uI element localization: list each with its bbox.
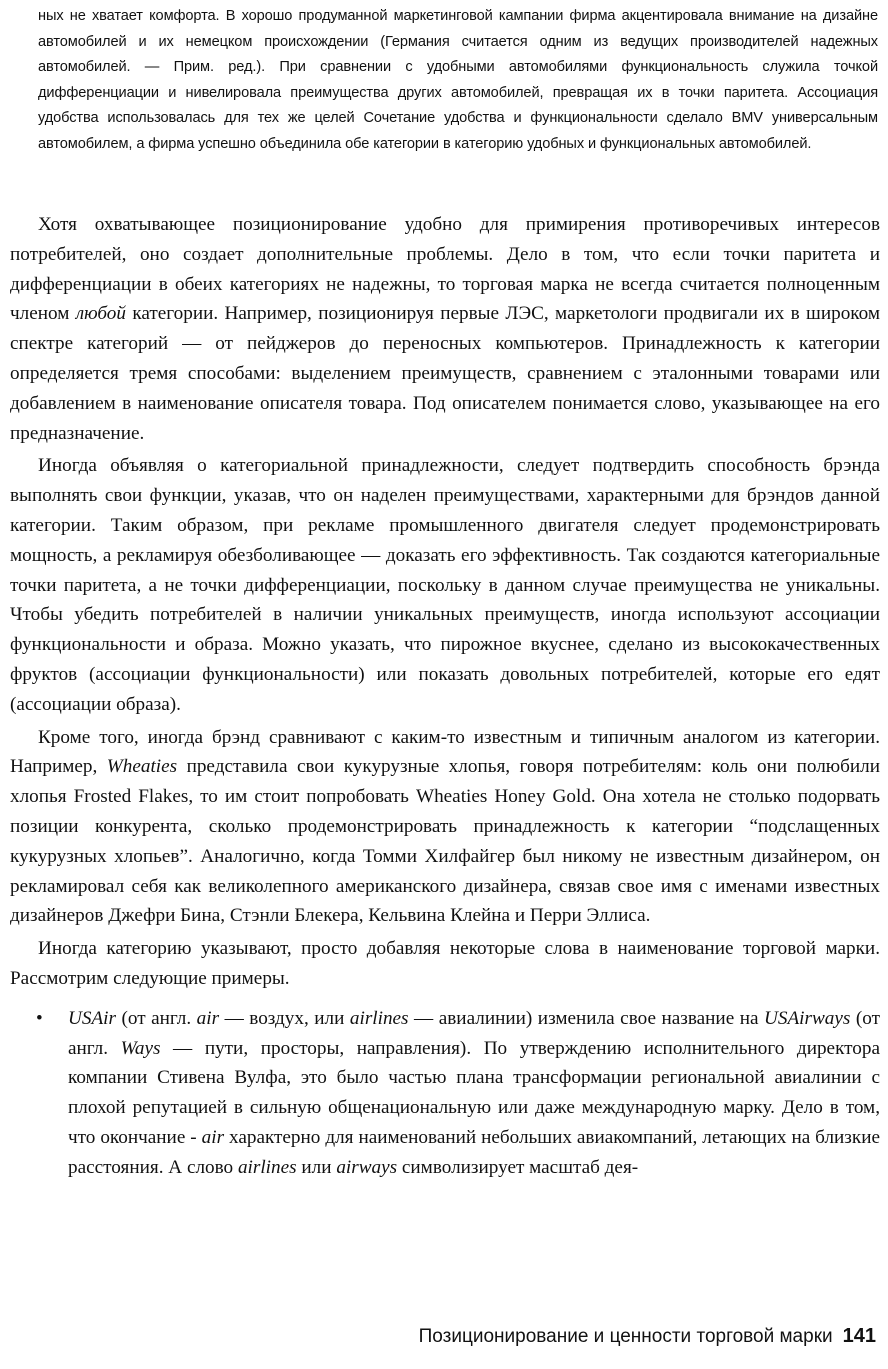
page-footer: [419, 1325, 876, 1348]
bullet-text-16: символизирует масштаб дея-: [397, 1156, 639, 1178]
paragraph-1-part-b: категории. Например, позиционируя первые ЛЭС, маркетологи продвигали их в широком спектре категорий — от пейджеров до переносных компьютеров. Принадлежность к категории определяется тремя способами: выделением преимуществ, сравнением с эталонными товарами или добавлением в наименование описателя товара. Под описателем понимается слово, указывающее на его предназначение.: [10, 303, 881, 444]
sidebar-box-text: [38, 4, 878, 157]
paragraph-2: Иногда объявляя о категориальной принадлежности, следует подтвердить способность брэнда выполнять свои функции, указав, что он наделен преимуществами, характерными для брэндов данной категории. Таким образом, при рекламе промышленного двигателя следует продемонстрировать мощность, а рекламируя обезболивающее — доказать его эффективность. Так создаются категориальные точки паритета, а не точки дифференциации, поскольку в данном случае преимущества не уникальны. Чтобы убедить потребителей в наличии уникальных преимуществ, иногда используют ассоциации функциональности и образа. Можно указать, что пирожное вкуснее, сделано из высококачественных фруктов (ассоциации функциональности) или показать довольных потребителей, которые его едят (ассоциации образа).: [10, 455, 880, 715]
paragraph-3: [10, 723, 880, 932]
bullet-text-8: (от англ.: [68, 1007, 880, 1059]
list-item: [10, 1004, 880, 1183]
paragraph-3-emphasis: Wheaties: [106, 756, 178, 778]
paragraph-1: [10, 210, 880, 448]
bullet-list: [10, 1004, 880, 1183]
bullet-text-6: — авиалинии) изменила свое название на: [408, 1007, 765, 1029]
bullet-text-14: или: [296, 1156, 337, 1178]
box-paragraph: ных не хватает комфорта. В хорошо продуманной маркетинговой кампании фирма акцентировала внимание на дизайне автомобилей и их немецком происхождении (Германия считается одним из ведущих производителей надежных автомобилей. — Прим. ред.). При сравнении с удобными автомобилями функциональность служила точкой дифференциации и нивелировала преимущества других автомобилей, превращая их в точки паритета. Ассоциация удобства использовалась для тех же целей Сочетание удобства и функциональности сделало BMV универсальным автомобилем, а фирма успешно объединила обе категории в категорию удобных и функциональных автомобилей.: [38, 8, 878, 152]
bullet-text-7: USAirways: [764, 1007, 851, 1029]
bullet-text-3: air: [196, 1007, 220, 1029]
page-number: 141: [842, 1325, 876, 1347]
bullet-text-12: характерно для наименований небольших авиакомпаний, летающих на близкие расстояния. А слово: [68, 1126, 880, 1178]
bullet-text-11: air: [201, 1126, 225, 1148]
bullet-marker: •: [36, 1007, 43, 1029]
bullet-text-15: airways: [336, 1156, 398, 1178]
bullet-text-13: airlines: [237, 1156, 297, 1178]
bullet-text-1: USAir: [68, 1007, 116, 1029]
paragraph-4: Иногда категорию указывают, просто добавляя некоторые слова в наименование торговой марки. Рассмотрим следующие примеры.: [10, 938, 880, 989]
main-text: [10, 210, 880, 1183]
paragraph-1-emphasis: любой: [75, 303, 126, 325]
paragraph-3-part-b: представила свои кукурузные хлопья, говоря потребителям: коль они полюбили хлопья Frosted Flakes, то им стоит попробовать Wheaties Honey Gold. Она хотела не столько подорвать позиции конкурента, сколько продемонстрировать принадлежность к категории “подслащенных кукурузных хлопьев”. Аналогично, когда Томми Хилфайгер был никому не известным дизайнером, он рекламировал себя как великолепного американского дизайнера, связав свое имя с именами известных дизайнеров Джефри Бина, Стэнли Блекера, Кельвина Клейна и Перри Эллиса.: [10, 756, 880, 927]
bullet-text-5: airlines: [349, 1007, 409, 1029]
paragraph-3-part-a: Кроме того, иногда брэнд сравнивают с каким-то известным и типичным аналогом из категории. Например,: [10, 726, 880, 778]
running-title: Позиционирование и ценности торговой марки: [418, 1326, 833, 1347]
bullet-text-4: — воздух, или: [219, 1007, 350, 1029]
bullet-text-9: Ways: [120, 1037, 161, 1059]
bullet-text-2: (от англ.: [115, 1007, 197, 1029]
bullet-text-10: — пути, просторы, направления). По утверждению исполнительного директора компании Стивена Вулфа, это было частью плана трансформации региональной авиалинии с плохой репутацией в сильную общенациональную или даже международную марку. Дело в том, что окончание -: [68, 1037, 880, 1148]
paragraph-1-part-a: Хотя охватывающее позиционирование удобно для примирения противоречивых интересов потребителей, оно создает дополнительные проблемы. Дело в том, что если точки паритета и дифференциации в обеих категориях не надежны, то торговая марка не всегда считается полноценным членом: [10, 214, 880, 325]
